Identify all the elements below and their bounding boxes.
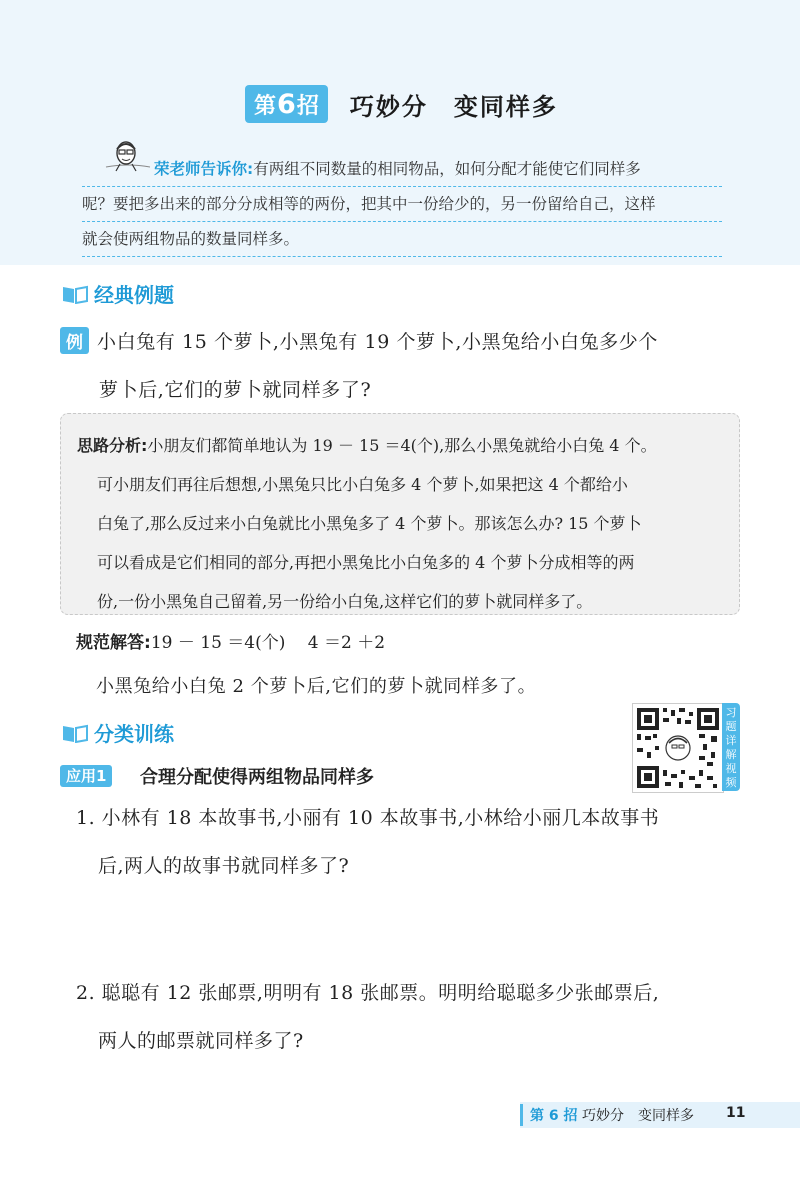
book-icon — [62, 723, 88, 743]
chapter-name: 巧妙分 变同样多 — [349, 92, 558, 121]
teacher-text: 有两组不同数量的相同物品，如何分配才能使它们同样多 — [253, 160, 641, 178]
section-training-heading — [62, 718, 174, 747]
teacher-tips-line: 就会使两组物品的数量同样多。 — [82, 222, 722, 257]
badge-suffix: 招 — [296, 93, 319, 119]
teacher-tips-line: 呢？要把多出来的部分分成相等的两份，把其中一份给少的，另一份留给自己，这样 — [82, 187, 722, 222]
example-line: 萝卜后,它们的萝卜就同样多了? — [99, 379, 372, 401]
analysis-line: 可小朋友们再往后想想,小黑兔只比小白兔多 4 个萝卜,如果把这 4 个都给小 — [97, 475, 628, 494]
problem-2 — [76, 969, 756, 1065]
example-line: 小白兔有 15 个萝卜,小黑兔有 19 个萝卜,小黑兔给小白兔多少个 — [97, 331, 658, 353]
teacher-tips — [82, 152, 722, 257]
problem-line: 1. 小林有 18 本故事书,小丽有 10 本故事书,小林给小丽几本故事书 — [76, 807, 660, 829]
analysis-box — [60, 413, 740, 615]
solution-formula: 19 － 15 ＝4(个) 4 ＝2 ＋2 — [150, 633, 386, 653]
page-number: 11 — [726, 1105, 746, 1121]
analysis-label: 思路分析: — [77, 436, 148, 455]
section-training-title: 分类训练 — [94, 722, 174, 746]
solution — [76, 627, 385, 659]
analysis-text: 小朋友们都简单地认为 19 － 15 ＝4(个),那么小黑兔就给小白兔 4 个。 — [147, 436, 657, 455]
footer-chapter — [530, 1105, 694, 1125]
teacher-tips-line — [82, 152, 722, 187]
footer-chapter-label: 第 6 招 — [530, 1108, 578, 1124]
apply-tag: 应用1 — [60, 765, 112, 787]
analysis-line: 份,一份小黑兔自己留着,另一份给小白兔,这样它们的萝卜就同样多了。 — [97, 592, 593, 611]
example-question — [97, 318, 747, 414]
chapter-title — [245, 84, 558, 124]
chapter-badge — [245, 85, 328, 123]
apply-title: 合理分配使得两组物品同样多 — [140, 767, 374, 788]
footer-chapter-title: 巧妙分 变同样多 — [581, 1108, 694, 1124]
solution-answer: 小黑兔给小白兔 2 个萝卜后,它们的萝卜就同样多了。 — [96, 676, 537, 697]
problem-line: 两人的邮票就同样多了? — [98, 1030, 304, 1052]
qr-code-icon[interactable] — [632, 703, 724, 793]
section-example-title: 经典例题 — [94, 283, 174, 307]
analysis-line: 白兔了,那么反过来小白兔就比小黑兔多了 4 个萝卜。那该怎么办? 15 个萝卜 — [97, 514, 642, 533]
badge-number: 6 — [277, 88, 296, 120]
problem-line: 2. 聪聪有 12 张邮票,明明有 18 张邮票。明明给聪聪多少张邮票后, — [76, 982, 660, 1004]
problem-line: 后,两人的故事书就同样多了? — [98, 855, 350, 877]
problem-1 — [76, 794, 756, 890]
qr-video-label: 习题详解视频 — [722, 703, 740, 791]
teacher-label: 荣老师告诉你: — [154, 160, 254, 178]
analysis-line: 可以看成是它们相同的部分,再把小黑兔比小白兔多的 4 个萝卜分成相等的两 — [97, 553, 635, 572]
section-example-heading — [62, 279, 174, 308]
badge-prefix: 第 — [254, 93, 277, 119]
book-icon — [62, 284, 88, 304]
footer-accent — [520, 1104, 523, 1126]
solution-label: 规范解答: — [76, 633, 151, 653]
example-tag: 例 — [60, 327, 89, 354]
analysis-line — [77, 426, 727, 465]
